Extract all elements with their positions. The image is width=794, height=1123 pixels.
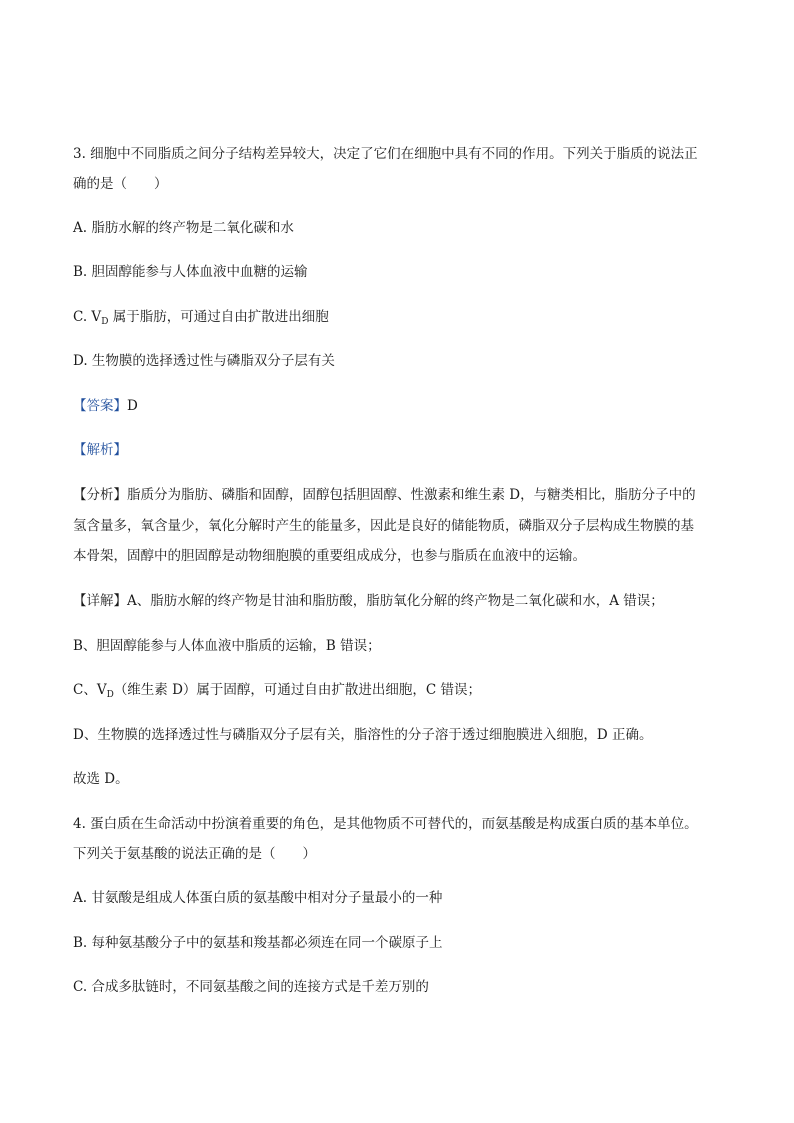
q3-option-c	[73, 307, 329, 332]
q3-answer	[73, 396, 138, 416]
xiangjie-line-b: B、胆固醇能参与人体血液中脂质的运输，B 错误；	[73, 638, 381, 654]
fenxi-line3: 本骨架，固醇中的胆固醇是动物细胞膜的重要组成成分，也参与脂质在血液中的运输。	[73, 548, 586, 564]
q3-stem-line1: 3. 细胞中不同脂质之间分子结构差异较大，决定了它们在细胞中具有不同的作用。下列关于脂质的说法正	[73, 146, 698, 162]
xiangjie-a-text: A、脂肪水解的终产物是甘油和脂肪酸，脂肪氧化分解的终产物是二氧化碳和水，A 错误；	[127, 593, 664, 609]
q4-stem-line1: 4. 蛋白质在生命活动中扮演着重要的角色，是其他物质不可替代的，而氨基酸是构成蛋白质的基本单位。	[73, 816, 698, 832]
q3-option-b: B. 胆固醇能参与人体血液中血糖的运输	[73, 264, 308, 280]
fenxi-tag: 【分析】	[73, 487, 127, 503]
q4-option-c: C. 合成多肽链时，不同氨基酸之间的连接方式是千差万别的	[73, 979, 429, 995]
q4-option-b: B. 每种氨基酸分子中的氨基和羧基都必须连在同一个碳原子上	[73, 935, 443, 951]
answer-tag: 【答案】	[73, 398, 127, 414]
q3-stem-line2: 确的是（ ）	[73, 176, 168, 192]
fenxi-line2: 氢含量多，氧含量少，氧化分解时产生的能量多，因此是良好的储能物质，磷脂双分子层构成生物膜的基	[73, 518, 694, 534]
xiangjie-tag: 【详解】	[73, 593, 127, 609]
q4-option-a: A. 甘氨酸是组成人体蛋白质的氨基酸中相对分子量最小的一种	[73, 890, 443, 906]
xiangjie-line-d: D、生物膜的选择透过性与磷脂双分子层有关，脂溶性的分子溶于透过细胞膜进入细胞，D 正确。	[73, 727, 653, 743]
q3-option-d: D. 生物膜的选择透过性与磷脂双分子层有关	[73, 353, 335, 369]
q3-option-c-prefix: C. V	[73, 309, 102, 325]
q3-option-c-suffix: 属于脂肪，可通过自由扩散进出细胞	[108, 309, 329, 325]
q3-option-a: A. 脂肪水解的终产物是二氧化碳和水	[73, 220, 294, 236]
fenxi-text-line1: 脂质分为脂肪、磷脂和固醇，固醇包括胆固醇、性激素和维生素 D，与糖类相比，脂肪分子中的	[127, 487, 696, 503]
fenxi-line1	[73, 485, 696, 505]
q4-stem-line2: 下列关于氨基酸的说法正确的是（ ）	[73, 846, 316, 862]
xiangjie-c-prefix: C、V	[73, 682, 107, 698]
answer-value: D	[127, 398, 138, 414]
xiangjie-c-sub: D	[106, 690, 114, 700]
analysis-tag: 【解析】	[73, 442, 127, 458]
conclusion: 故选 D。	[73, 771, 129, 787]
q3-option-c-sub: D	[101, 317, 109, 327]
xiangjie-line-c	[73, 680, 481, 705]
xiangjie-line-a	[73, 591, 664, 611]
xiangjie-c-suffix: （维生素 D）属于固醇，可通过自由扩散进出细胞，C 错误；	[113, 682, 482, 698]
